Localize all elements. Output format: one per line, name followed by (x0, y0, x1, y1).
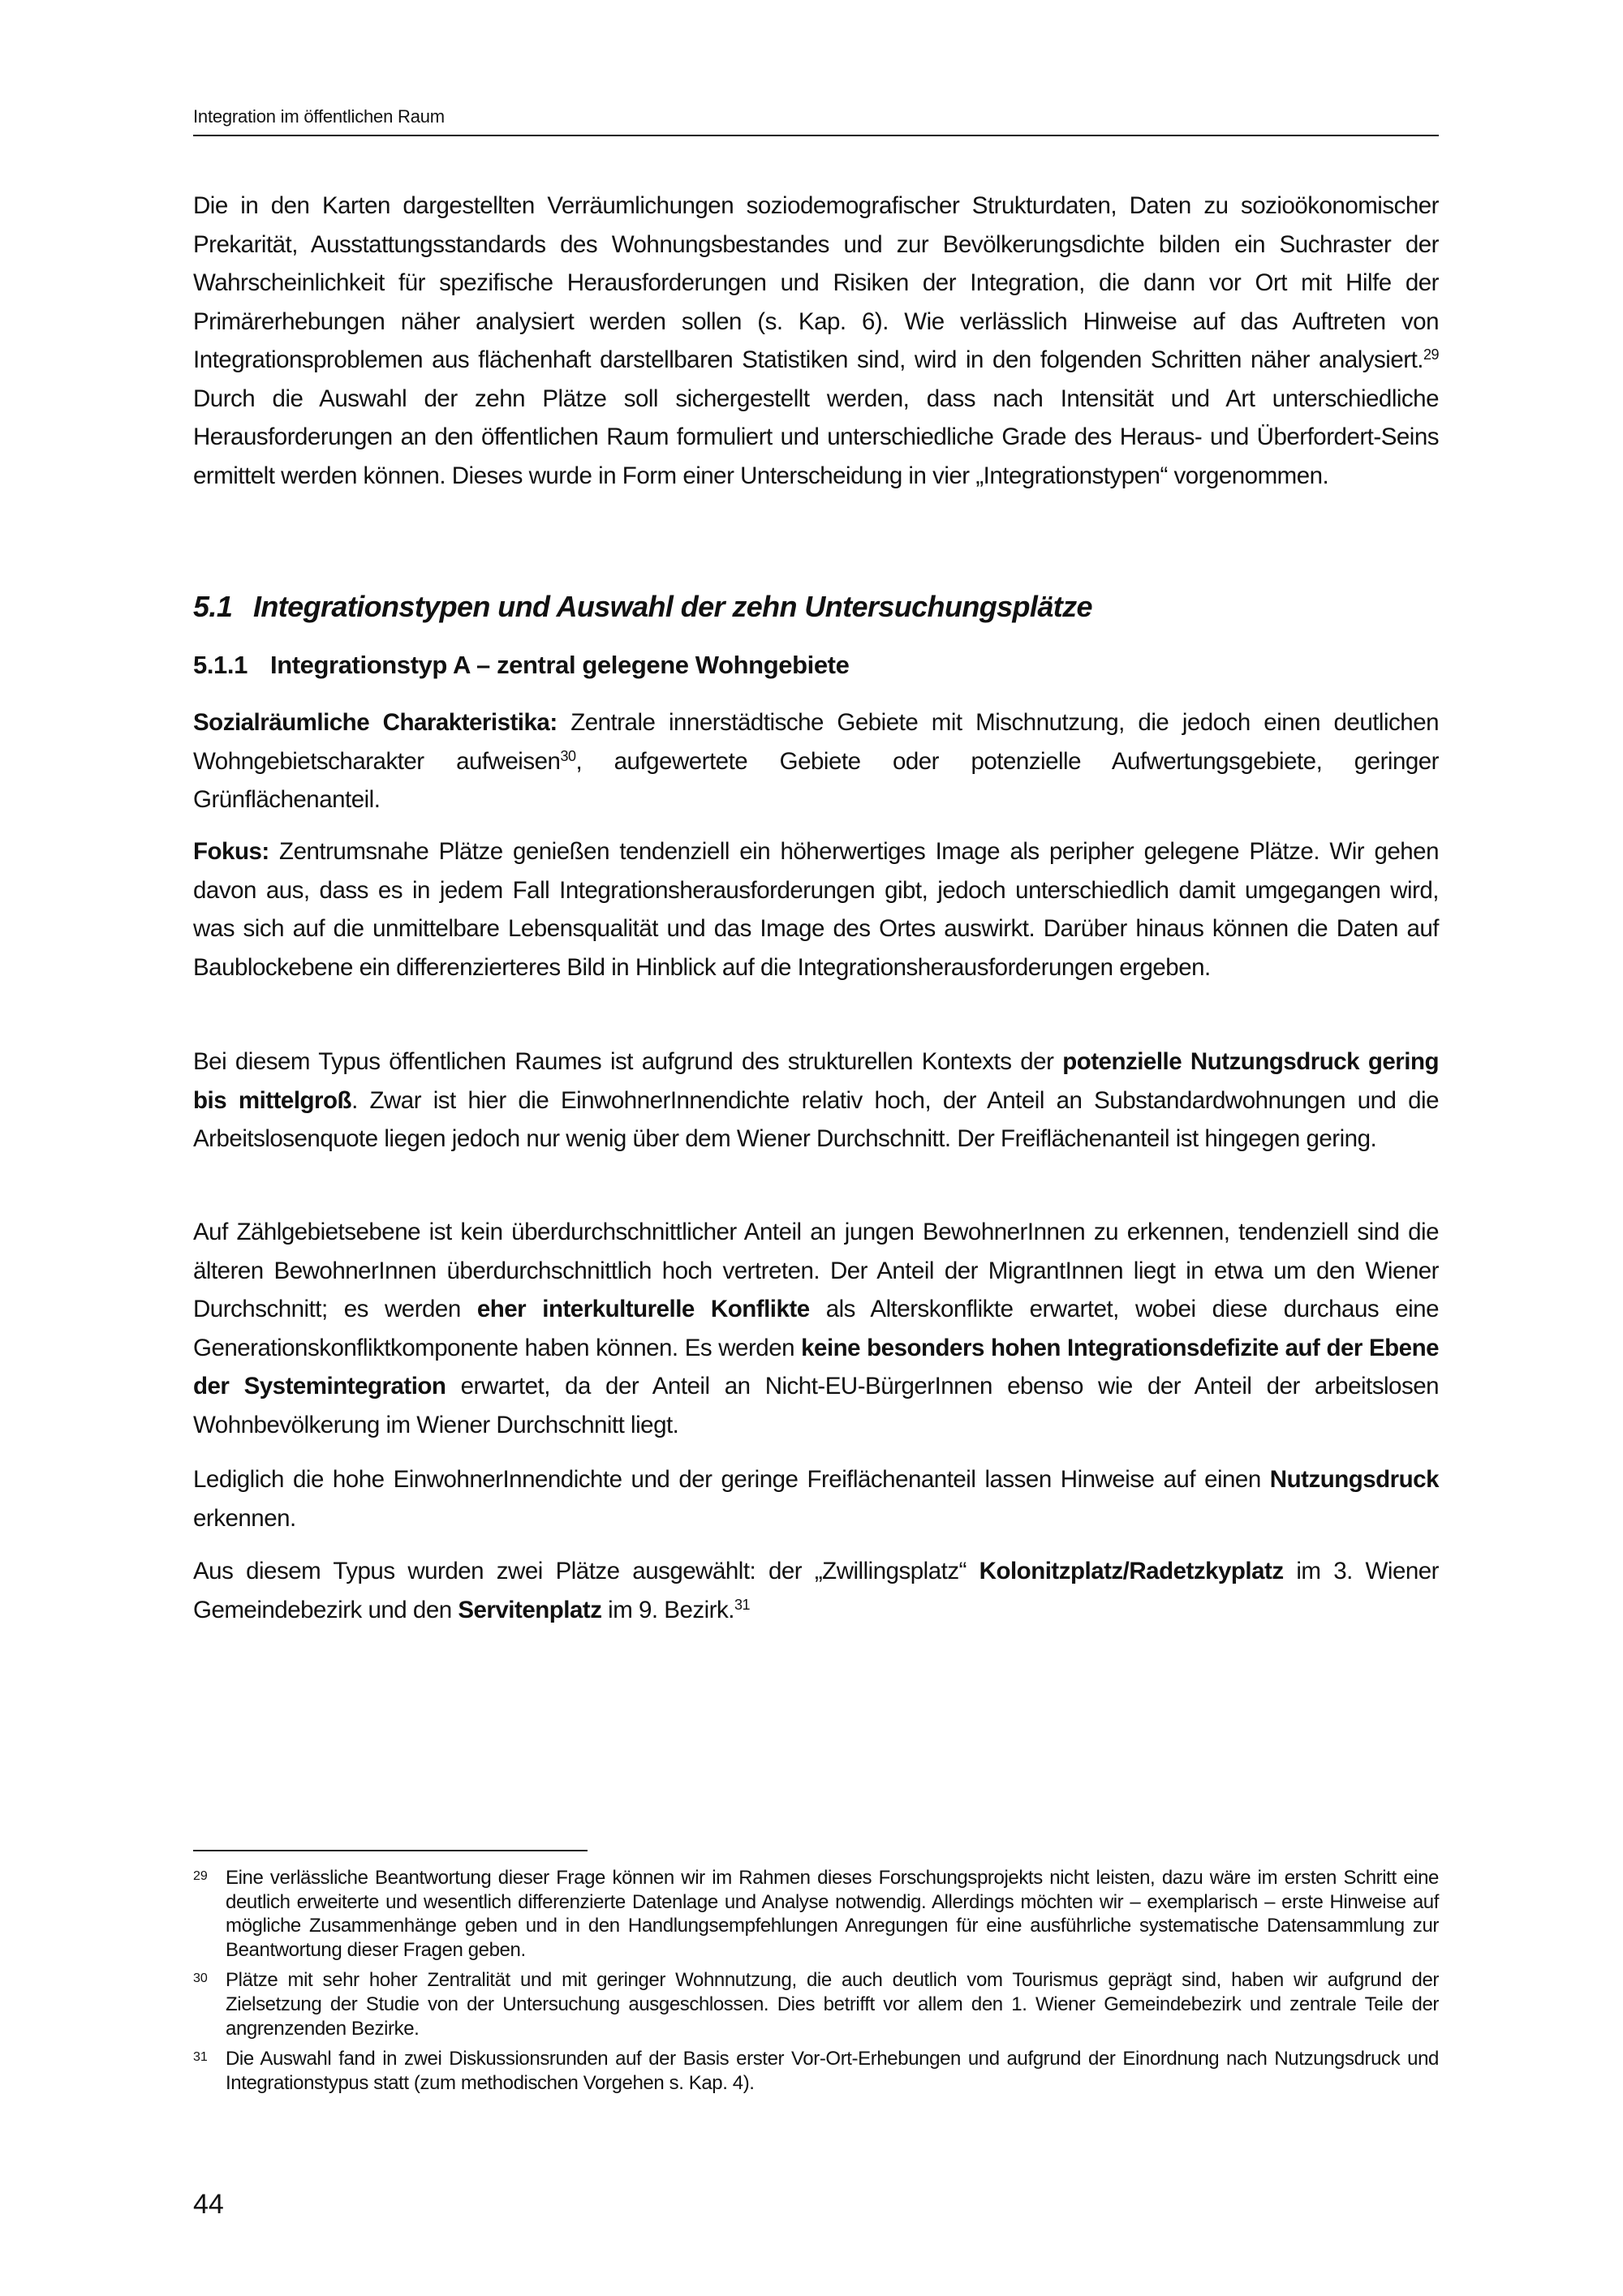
footnote-ref-30[interactable]: 30 (560, 747, 576, 764)
footnote-number: 29 (193, 1869, 208, 1883)
paragraph-density: Lediglich die hohe EinwohnerInnendichte und der geringe Freiflächenanteil lassen Hinweise auf einen Nutzungsdruck erkennen. (193, 1466, 1439, 1532)
subsection-title: Integrationstyp A – zentral gelegene Wohngebiete (270, 651, 850, 679)
footnote-ref-29[interactable]: 29 (1423, 346, 1439, 363)
paragraph-residents: Auf Zählgebietsebene ist kein überdurchschnittlicher Anteil an jungen BewohnerInnen zu erkennen, tendenziell sind die älteren BewohnerInnen überdurchschnittlich hoch vertreten. Der Anteil der MigrantInnen liegt in etwa um den Wiener Durchschnitt; es werden eher interkulturelle Konflikte als Alterskonflikte erwartet, wobei diese durchaus eine Generationskonfliktkomponente haben können. Es werden keine besonders hohen Integrationsdefizite auf der Ebene der Systemintegration erwartet, da der Anteil an Nicht-EU-BürgerInnen ebenso wie der Anteil der arbeitslosen Wohnbevölkerung im Wiener Durchschnitt liegt. (193, 1219, 1440, 1438)
paragraph-selection: Aus diesem Typus wurden zwei Plätze ausgewählt: der „Zwillingsplatz“ Kolonitzplatz/Radetzkyplatz im 3. Wiener Gemeindebezirk und den Servitenplatz im 9. Bezirk.$^{31}$ (193, 1558, 1439, 1623)
subsection-number: 5.1.1 (193, 651, 248, 679)
section-number: 5.1 (193, 590, 233, 623)
intro-paragraph: Die in den Karten dargestellten Verräumlichungen soziodemografischer Strukturdaten, Daten zu sozioökonomischer Prekarität, Ausstattungsstandards des Wohnungsbestandes und zur Bevölkerungsdichte bilden ein Suchraster der Wahrscheinlichkeit für spezifische Herausforderungen und Risiken der Integration, die dann vor Ort mit Hilfe der Primärerhebungen näher analysiert werden sollen (s. Kap. 6). Wie verlässlich Hinweise auf das Auftreten von Integrationsproblemen aus flächenhaft darstellbaren Statistiken sind, wird in den folgenden Schritten näher analysiert.$^{29}$ Durch die Auswahl der zehn Plätze soll sichergestellt werden, dass nach Intensität und Art unterschiedliche Herausforderungen an den öffentlichen Raum formuliert und unterschiedliche Grade des Heraus- und Überfordert-Seins ermittelt werden können. Dieses wurde in Form einer Unterscheidung in vier „Integrationstypen“ vorgenommen. (193, 192, 1439, 489)
footnotes (193, 1866, 1439, 2101)
footnote-number: 30 (193, 1971, 208, 1986)
page-number: 44 (193, 2189, 224, 2220)
section-heading (193, 590, 1092, 624)
footnote-divider (193, 1850, 588, 1851)
footnote-29 (193, 1866, 1439, 1962)
footnote-text: Plätze mit sehr hoher Zentralität und mit geringer Wohnnutzung, die auch deutlich vom Tourismus geprägt sind, haben wir aufgrund der Zielsetzung der Studie von der Untersuchung ausgeschlossen. Dies betrifft vor allem den 1. Wiener Gemeindebezirk und zentrale Teile der angrenzenden Bezirke. (226, 1969, 1439, 2040)
footnote-number: 31 (193, 2050, 208, 2065)
footnote-ref-31[interactable]: 31 (734, 1596, 750, 1613)
paragraph-focus: Fokus: Zentrumsnahe Plätze genießen tendenziell ein höherwertiges Image als peripher gelegene Plätze. Wir gehen davon aus, dass es in jedem Fall Integrationsherausforderungen gibt, jedoch unterschiedlich damit umgegangen wird, was sich auf die unmittelbare Lebensqualität und das Image des Ortes auswirkt. Darüber hinaus können die Daten auf Baublockebene ein differenzierteres Bild in Hinblick auf die Integrationsherausforderungen ergeben. (193, 838, 1439, 981)
footnote-31 (193, 2047, 1439, 2095)
footnote-text: Eine verlässliche Beantwortung dieser Frage können wir im Rahmen dieses Forschungsprojekts nicht leisten, dazu wäre im ersten Schritt eine deutlich erweiterte und wesentlich differenzierte Datenlage und Analyse notwendig. Allerdings möchten wir – exemplarisch – erste Hinweise auf mögliche Zusammenhänge geben und in den Handlungsempfehlungen Anregungen für eine ausführliche systematische Datensammlung zur Beantwortung dieser Fragen geben. (226, 1867, 1439, 1961)
paragraph-usage-pressure: Bei diesem Typus öffentlichen Raumes ist aufgrund des strukturellen Kontexts der potenzielle Nutzungsdruck gering bis mittelgroß. Zwar ist hier die EinwohnerInnendichte relativ hoch, der Anteil an Substandardwohnungen und die Arbeitslosenquote liegen jedoch nur wenig über dem Wiener Durchschnitt. Der Freiflächenanteil ist hingegen gering. (193, 1048, 1440, 1152)
running-header: Integration im öffentlichen Raum (193, 106, 1439, 136)
section-title: Integrationstypen und Auswahl der zehn Untersuchungsplätze (253, 590, 1092, 623)
label-focus: Fokus: (193, 838, 269, 865)
paragraph-characteristics: Sozialräumliche Charakteristika: Zentrale innerstädtische Gebiete mit Mischnutzung, die jedoch einen deutlichen Wohngebietscharakter aufweisen$^{30}$, aufgewertete Gebiete oder potenzielle Aufwertungsgebiete, geringer Grünflächenanteil. (193, 709, 1440, 813)
footnote-30 (193, 1968, 1439, 2040)
label-characteristics: Sozialräumliche Charakteristika: (193, 709, 558, 736)
footnote-text: Die Auswahl fand in zwei Diskussionsrunden auf der Basis erster Vor-Ort-Erhebungen und aufgrund der Einordnung nach Nutzungsdruck und Integrationstypus statt (zum methodischen Vorgehen s. Kap. 4). (226, 2048, 1439, 2094)
subsection-heading (193, 651, 849, 680)
